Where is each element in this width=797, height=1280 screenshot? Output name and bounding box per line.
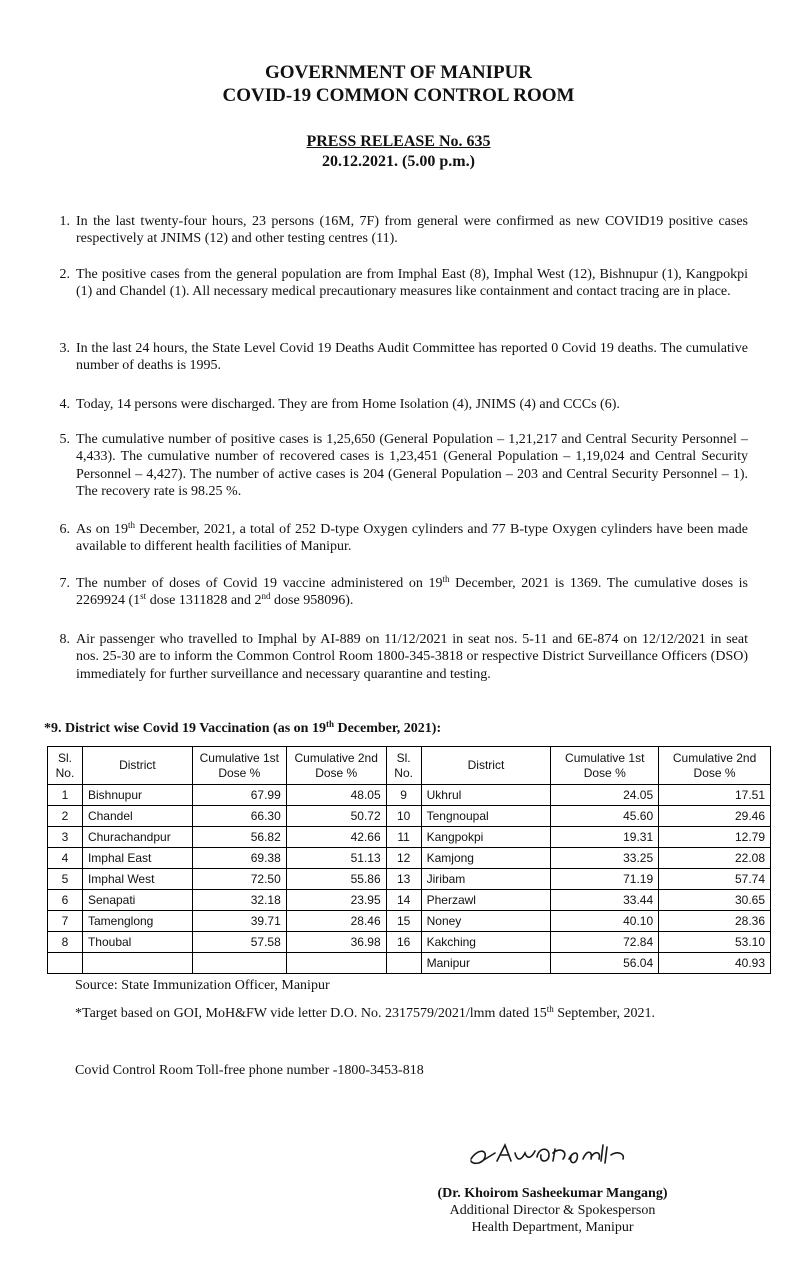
cell-dose1: 72.50 — [192, 869, 286, 890]
cell-total-dose2: 40.93 — [659, 953, 771, 974]
point-number: 7. — [59, 576, 70, 591]
press-release-date: 20.12.2021. (5.00 p.m.) — [322, 153, 475, 170]
cell-dose1: 33.44 — [551, 890, 659, 911]
cell-dose2: 53.10 — [659, 932, 771, 953]
header-sl-no: Sl. No. — [48, 747, 83, 785]
cell-district: Jiribam — [421, 869, 551, 890]
cell-district: Bishnupur — [82, 785, 192, 806]
cell-sl-no: 14 — [386, 890, 421, 911]
table-row — [48, 890, 771, 911]
cell-dose1: 56.82 — [192, 827, 286, 848]
cell-dose2: 22.08 — [659, 848, 771, 869]
point-number: 3. — [59, 341, 70, 356]
point-5 — [48, 431, 748, 501]
target-note: *Target based on GOI, MoH&FW vide letter D.O. No. 2317579/2021/lmm dated 15th September, 2021. — [75, 1004, 656, 1021]
cell-dose1: 24.05 — [551, 785, 659, 806]
cell-district: Tengnoupal — [421, 806, 551, 827]
cell-district: Noney — [421, 911, 551, 932]
point-text: Air passenger who travelled to Imphal by AI-889 on 11/12/2021 in seat nos. 5-11 and 6E-874 on 12/12/2021 in seat nos. 25-30 are to inform the Common Control Room 1800-345-3818 or respective District Surveillance Officers (DSO) immediately for further surveillance and necessary quarantine and testing. — [76, 632, 748, 682]
table-header-row — [48, 747, 771, 785]
table-row — [48, 827, 771, 848]
table-row — [48, 806, 771, 827]
cell-dose1: 40.10 — [551, 911, 659, 932]
header-sl-no: Sl. No. — [386, 747, 421, 785]
cell-dose1: 66.30 — [192, 806, 286, 827]
point-2 — [48, 266, 748, 301]
point-3 — [48, 340, 748, 375]
point-number: 5. — [59, 432, 70, 447]
point-number: 6. — [59, 522, 70, 537]
header-dose2: Cumulative 2nd Dose % — [286, 747, 386, 785]
point-number: 8. — [59, 632, 70, 647]
cell-dose1: 33.25 — [551, 848, 659, 869]
table-row — [48, 932, 771, 953]
cell-total-district: Manipur — [421, 953, 551, 974]
point-text: The cumulative number of positive cases is 1,25,650 (General Population – 1,21,217 and Central Security Personnel – 4,433). The cumulative number of recovered cases is 1,23,451 (General Population – 1,19,024 and Central Security Personnel – 4,427). The number of active cases is 204 (General Population – 203 and Central Security Personnel – 1). The recovery rate is 98.25 %. — [76, 432, 748, 500]
cell-sl-no: 11 — [386, 827, 421, 848]
header-dose1: Cumulative 1st Dose % — [551, 747, 659, 785]
point-6 — [48, 521, 748, 556]
press-release-number: PRESS RELEASE No. 635 — [306, 133, 491, 150]
cell-dose2: 28.36 — [659, 911, 771, 932]
cell-sl-no: 9 — [386, 785, 421, 806]
cell-dose2: 55.86 — [286, 869, 386, 890]
point-text: In the last 24 hours, the State Level Covid 19 Deaths Audit Committee has reported 0 Covid 19 deaths. The cumulative number of deaths is 1995. — [76, 341, 748, 374]
cell-dose1: 39.71 — [192, 911, 286, 932]
cell-dose1: 67.99 — [192, 785, 286, 806]
point-text: As on 19th December, 2021, a total of 252 D-type Oxygen cylinders and 77 B-type Oxygen cylinders have been made available to different health facilities of Manipur. — [76, 520, 749, 555]
table-total-row — [48, 953, 771, 974]
cell-district: Thoubal — [82, 932, 192, 953]
cell-dose1: 72.84 — [551, 932, 659, 953]
point-number: 1. — [59, 214, 70, 229]
cell-dose1: 71.19 — [551, 869, 659, 890]
cell-sl-no: 6 — [48, 890, 83, 911]
cell-empty — [82, 953, 192, 974]
cell-dose2: 30.65 — [659, 890, 771, 911]
cell-district: Pherzawl — [421, 890, 551, 911]
point-number: 2. — [59, 267, 70, 282]
point-1 — [48, 213, 748, 248]
cell-district: Imphal East — [82, 848, 192, 869]
cell-sl-no: 4 — [48, 848, 83, 869]
cell-dose2: 28.46 — [286, 911, 386, 932]
cell-dose2: 51.13 — [286, 848, 386, 869]
point-8 — [48, 631, 748, 683]
point-4 — [48, 396, 748, 413]
cell-dose2: 36.98 — [286, 932, 386, 953]
cell-sl-no: 8 — [48, 932, 83, 953]
cell-empty — [286, 953, 386, 974]
header-dose1: Cumulative 1st Dose % — [192, 747, 286, 785]
cell-district: Kangpokpi — [421, 827, 551, 848]
cell-empty — [192, 953, 286, 974]
point-text: The number of doses of Covid 19 vaccine administered on 19th December, 2021 is 1369. The cumulative doses is 2269924 (1st dose 1311828 and 2nd dose 958096). — [76, 574, 748, 609]
cell-sl-no: 15 — [386, 911, 421, 932]
government-title: GOVERNMENT OF MANIPUR — [264, 62, 533, 83]
point-7 — [48, 575, 748, 610]
header-district: District — [421, 747, 551, 785]
cell-empty — [386, 953, 421, 974]
cell-dose2: 57.74 — [659, 869, 771, 890]
signatory-department: Health Department, Manipur — [471, 1220, 634, 1235]
cell-dose1: 32.18 — [192, 890, 286, 911]
cell-dose2: 29.46 — [659, 806, 771, 827]
cell-dose2: 48.05 — [286, 785, 386, 806]
cell-sl-no: 2 — [48, 806, 83, 827]
cell-sl-no: 1 — [48, 785, 83, 806]
cell-district: Imphal West — [82, 869, 192, 890]
table-row — [48, 911, 771, 932]
cell-dose1: 69.38 — [192, 848, 286, 869]
cell-dose2: 23.95 — [286, 890, 386, 911]
cell-dose2: 50.72 — [286, 806, 386, 827]
cell-sl-no: 7 — [48, 911, 83, 932]
signatory-designation: Additional Director & Spokesperson — [449, 1203, 656, 1218]
table-row — [48, 848, 771, 869]
cell-dose2: 17.51 — [659, 785, 771, 806]
header-district: District — [82, 747, 192, 785]
table-row — [48, 869, 771, 890]
cell-dose1: 19.31 — [551, 827, 659, 848]
cell-district: Chandel — [82, 806, 192, 827]
cell-district: Ukhrul — [421, 785, 551, 806]
cell-district: Tamenglong — [82, 911, 192, 932]
table-row — [48, 785, 771, 806]
point-number: 4. — [59, 397, 70, 412]
vaccination-table-title: *9. District wise Covid 19 Vaccination (as on 19th December, 2021): — [44, 719, 442, 736]
cell-sl-no: 16 — [386, 932, 421, 953]
signatory-name: (Dr. Khoirom Sasheekumar Mangang) — [437, 1186, 668, 1201]
source-note: Source: State Immunization Officer, Manipur — [75, 978, 330, 993]
vaccination-table — [47, 746, 771, 974]
cell-total-dose1: 56.04 — [551, 953, 659, 974]
cell-dose2: 12.79 — [659, 827, 771, 848]
point-text: The positive cases from the general population are from Imphal East (8), Imphal West (12), Bishnupur (1), Kangpokpi (1) and Chandel (1). All necessary medical precautionary measures like containment and contact tracing are in place. — [76, 267, 748, 300]
cell-sl-no: 5 — [48, 869, 83, 890]
cell-sl-no: 3 — [48, 827, 83, 848]
control-room-title: COVID-19 COMMON CONTROL ROOM — [222, 85, 575, 106]
point-text: Today, 14 persons were discharged. They are from Home Isolation (4), JNIMS (4) and CCCs (6). — [76, 397, 620, 412]
cell-sl-no: 12 — [386, 848, 421, 869]
cell-district: Senapati — [82, 890, 192, 911]
cell-dose1: 57.58 — [192, 932, 286, 953]
cell-dose1: 45.60 — [551, 806, 659, 827]
cell-sl-no: 13 — [386, 869, 421, 890]
tollfree-note: Covid Control Room Toll-free phone number -1800-3453-818 — [75, 1063, 424, 1078]
cell-sl-no: 10 — [386, 806, 421, 827]
cell-district: Churachandpur — [82, 827, 192, 848]
point-text: In the last twenty-four hours, 23 persons (16M, 7F) from general were confirmed as new COVID19 positive cases respectively at JNIMS (12) and other testing centres (11). — [76, 214, 748, 247]
cell-empty — [48, 953, 83, 974]
cell-district: Kamjong — [421, 848, 551, 869]
cell-dose2: 42.66 — [286, 827, 386, 848]
signature-image — [465, 1137, 635, 1173]
cell-district: Kakching — [421, 932, 551, 953]
header-dose2: Cumulative 2nd Dose % — [659, 747, 771, 785]
